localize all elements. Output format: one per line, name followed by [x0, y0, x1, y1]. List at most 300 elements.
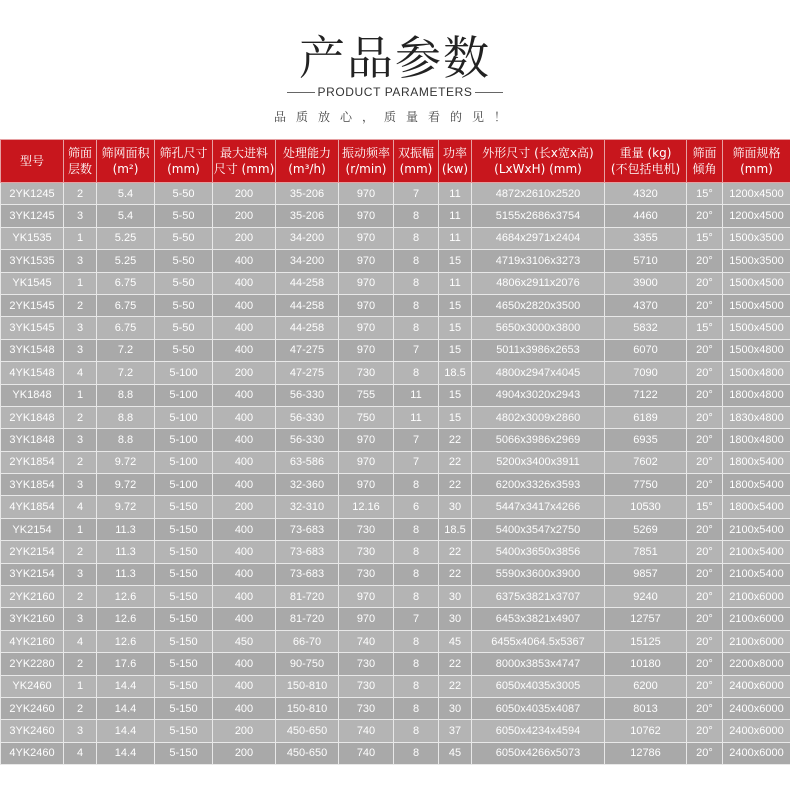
cell-mesh-size: 5-150 [155, 518, 213, 540]
cell-overall-dimensions: 4904x3020x2943 [472, 384, 605, 406]
column-header-line: (mm) [399, 162, 433, 176]
cell-screen-area: 14.4 [97, 675, 155, 697]
cell-weight: 9240 [605, 586, 687, 608]
cell-capacity: 44-258 [276, 272, 339, 294]
cell-max-feed-size: 400 [213, 653, 276, 675]
cell-deck-layers: 2 [64, 653, 97, 675]
cell-deck-layers: 2 [64, 697, 97, 719]
cell-screen-area: 8.8 [97, 406, 155, 428]
cell-double-amplitude: 8 [394, 563, 439, 585]
cell-deck-size: 1500x3500 [723, 250, 790, 272]
subtitle-rule-left [287, 92, 315, 93]
cell-vibration-frequency: 970 [339, 339, 394, 361]
cell-deck-size: 1500x4500 [723, 294, 790, 316]
cell-overall-dimensions: 8000x3853x4747 [472, 653, 605, 675]
subtitle-rule-right [475, 92, 503, 93]
column-header-line: 筛网面积 [101, 146, 150, 160]
cell-overall-dimensions: 6375x3821x3707 [472, 586, 605, 608]
cell-max-feed-size: 400 [213, 384, 276, 406]
cell-deck-angle: 20° [687, 474, 723, 496]
cell-mesh-size: 5-50 [155, 272, 213, 294]
cell-double-amplitude: 8 [394, 742, 439, 764]
cell-deck-angle: 20° [687, 272, 723, 294]
cell-model: 3YK2154 [1, 563, 64, 585]
cell-overall-dimensions: 5011x3986x2653 [472, 339, 605, 361]
parameters-table [0, 139, 790, 765]
column-header-double-amplitude [394, 140, 439, 183]
cell-deck-size: 1800x5400 [723, 474, 790, 496]
cell-mesh-size: 5-150 [155, 630, 213, 652]
cell-deck-size: 2200x8000 [723, 653, 790, 675]
table-row [1, 563, 790, 585]
cell-double-amplitude: 7 [394, 608, 439, 630]
cell-capacity: 450-650 [276, 720, 339, 742]
cell-mesh-size: 5-50 [155, 250, 213, 272]
cell-deck-size: 1800x4800 [723, 384, 790, 406]
table-row [1, 496, 790, 518]
cell-model: 4YK2460 [1, 742, 64, 764]
cell-weight: 4460 [605, 205, 687, 227]
cell-power: 45 [439, 742, 472, 764]
cell-deck-angle: 15° [687, 317, 723, 339]
column-header-line: (LxWxH) (mm) [494, 162, 582, 176]
table-row [1, 518, 790, 540]
cell-weight: 6189 [605, 406, 687, 428]
cell-max-feed-size: 200 [213, 496, 276, 518]
table-row [1, 653, 790, 675]
cell-power: 11 [439, 183, 472, 205]
cell-capacity: 34-200 [276, 250, 339, 272]
table-row [1, 294, 790, 316]
cell-power: 15 [439, 250, 472, 272]
cell-deck-angle: 20° [687, 250, 723, 272]
cell-deck-size: 2400x6000 [723, 720, 790, 742]
cell-weight: 9857 [605, 563, 687, 585]
cell-double-amplitude: 7 [394, 339, 439, 361]
cell-deck-size: 1500x3500 [723, 227, 790, 249]
cell-max-feed-size: 400 [213, 518, 276, 540]
cell-deck-size: 2400x6000 [723, 675, 790, 697]
cell-screen-area: 7.2 [97, 339, 155, 361]
cell-deck-layers: 2 [64, 183, 97, 205]
cell-double-amplitude: 8 [394, 675, 439, 697]
cell-max-feed-size: 400 [213, 541, 276, 563]
column-header-line: 型号 [19, 154, 44, 168]
cell-deck-layers: 2 [64, 406, 97, 428]
cell-model: 2YK1848 [1, 406, 64, 428]
cell-double-amplitude: 8 [394, 518, 439, 540]
cell-capacity: 44-258 [276, 294, 339, 316]
cell-max-feed-size: 450 [213, 630, 276, 652]
column-header-line: 双振幅 [397, 146, 434, 160]
cell-weight: 12757 [605, 608, 687, 630]
cell-capacity: 73-683 [276, 518, 339, 540]
cell-vibration-frequency: 970 [339, 451, 394, 473]
cell-overall-dimensions: 6050x4266x5073 [472, 742, 605, 764]
cell-double-amplitude: 8 [394, 362, 439, 384]
cell-power: 11 [439, 205, 472, 227]
table-row [1, 384, 790, 406]
cell-capacity: 44-258 [276, 317, 339, 339]
cell-mesh-size: 5-150 [155, 653, 213, 675]
cell-deck-layers: 4 [64, 362, 97, 384]
column-header-line: 筛面 [692, 146, 717, 160]
column-header-mesh-size [155, 140, 213, 183]
cell-screen-area: 14.4 [97, 742, 155, 764]
cell-overall-dimensions: 4650x2820x3500 [472, 294, 605, 316]
cell-mesh-size: 5-150 [155, 563, 213, 585]
cell-deck-angle: 20° [687, 720, 723, 742]
cell-double-amplitude: 8 [394, 272, 439, 294]
cell-overall-dimensions: 5650x3000x3800 [472, 317, 605, 339]
table-row [1, 474, 790, 496]
cell-capacity: 73-683 [276, 541, 339, 563]
cell-screen-area: 17.6 [97, 653, 155, 675]
cell-power: 22 [439, 653, 472, 675]
cell-vibration-frequency: 970 [339, 227, 394, 249]
cell-capacity: 47-275 [276, 339, 339, 361]
cell-mesh-size: 5-100 [155, 362, 213, 384]
cell-overall-dimensions: 5590x3600x3900 [472, 563, 605, 585]
cell-vibration-frequency: 970 [339, 205, 394, 227]
column-header-line: 外形尺寸 (长x宽x高) [482, 146, 594, 160]
cell-double-amplitude: 7 [394, 429, 439, 451]
cell-weight: 3900 [605, 272, 687, 294]
cell-capacity: 47-275 [276, 362, 339, 384]
cell-power: 11 [439, 272, 472, 294]
column-header-max-feed-size [213, 140, 276, 183]
cell-mesh-size: 5-150 [155, 675, 213, 697]
cell-max-feed-size: 400 [213, 294, 276, 316]
cell-deck-angle: 20° [687, 675, 723, 697]
cell-mesh-size: 5-100 [155, 406, 213, 428]
cell-mesh-size: 5-50 [155, 294, 213, 316]
cell-max-feed-size: 400 [213, 563, 276, 585]
cell-screen-area: 6.75 [97, 294, 155, 316]
cell-model: 2YK1854 [1, 451, 64, 473]
table-row [1, 541, 790, 563]
column-header-capacity [276, 140, 339, 183]
cell-overall-dimensions: 5400x3650x3856 [472, 541, 605, 563]
cell-deck-angle: 20° [687, 563, 723, 585]
cell-screen-area: 14.4 [97, 720, 155, 742]
cell-screen-area: 12.6 [97, 586, 155, 608]
table-row [1, 697, 790, 719]
table-row [1, 339, 790, 361]
cell-model: 2YK2160 [1, 586, 64, 608]
column-header-power [439, 140, 472, 183]
cell-screen-area: 5.25 [97, 227, 155, 249]
subtitle-english: PRODUCT PARAMETERS [317, 85, 473, 99]
cell-deck-layers: 2 [64, 451, 97, 473]
column-header-line: 处理能力 [282, 146, 331, 160]
cell-capacity: 150-810 [276, 697, 339, 719]
table-row [1, 205, 790, 227]
cell-vibration-frequency: 730 [339, 675, 394, 697]
column-header-line: (kw) [441, 162, 469, 176]
cell-screen-area: 9.72 [97, 451, 155, 473]
cell-capacity: 450-650 [276, 742, 339, 764]
cell-weight: 6070 [605, 339, 687, 361]
cell-deck-layers: 3 [64, 429, 97, 451]
cell-capacity: 90-750 [276, 653, 339, 675]
cell-max-feed-size: 200 [213, 183, 276, 205]
cell-capacity: 81-720 [276, 586, 339, 608]
cell-capacity: 32-310 [276, 496, 339, 518]
cell-screen-area: 12.6 [97, 608, 155, 630]
table-body [1, 183, 790, 765]
cell-screen-area: 8.8 [97, 429, 155, 451]
cell-double-amplitude: 8 [394, 720, 439, 742]
cell-capacity: 32-360 [276, 474, 339, 496]
cell-power: 18.5 [439, 362, 472, 384]
cell-model: 2YK2154 [1, 541, 64, 563]
cell-vibration-frequency: 970 [339, 250, 394, 272]
column-header-weight [605, 140, 687, 183]
column-header-line: 筛面规格 [732, 146, 781, 160]
cell-deck-layers: 3 [64, 563, 97, 585]
cell-max-feed-size: 400 [213, 697, 276, 719]
cell-deck-angle: 20° [687, 653, 723, 675]
cell-model: 3YK2160 [1, 608, 64, 630]
cell-vibration-frequency: 970 [339, 272, 394, 294]
cell-screen-area: 11.3 [97, 541, 155, 563]
cell-model: YK1848 [1, 384, 64, 406]
table-row [1, 586, 790, 608]
cell-deck-layers: 4 [64, 496, 97, 518]
cell-screen-area: 7.2 [97, 362, 155, 384]
cell-capacity: 56-330 [276, 384, 339, 406]
cell-vibration-frequency: 12.16 [339, 496, 394, 518]
cell-power: 22 [439, 563, 472, 585]
cell-double-amplitude: 8 [394, 205, 439, 227]
cell-double-amplitude: 8 [394, 586, 439, 608]
cell-screen-area: 5.4 [97, 183, 155, 205]
cell-model: 4YK1548 [1, 362, 64, 384]
cell-vibration-frequency: 750 [339, 406, 394, 428]
cell-deck-layers: 3 [64, 474, 97, 496]
cell-overall-dimensions: 6453x3821x4907 [472, 608, 605, 630]
cell-mesh-size: 5-50 [155, 183, 213, 205]
table-row [1, 272, 790, 294]
table-row [1, 362, 790, 384]
cell-weight: 5710 [605, 250, 687, 272]
cell-deck-angle: 20° [687, 742, 723, 764]
cell-max-feed-size: 400 [213, 608, 276, 630]
cell-overall-dimensions: 4872x2610x2520 [472, 183, 605, 205]
cell-weight: 5832 [605, 317, 687, 339]
column-header-overall-dimensions [472, 140, 605, 183]
cell-deck-layers: 3 [64, 205, 97, 227]
cell-screen-area: 5.25 [97, 250, 155, 272]
cell-vibration-frequency: 740 [339, 742, 394, 764]
cell-deck-layers: 4 [64, 630, 97, 652]
cell-power: 22 [439, 451, 472, 473]
cell-vibration-frequency: 755 [339, 384, 394, 406]
cell-deck-angle: 20° [687, 429, 723, 451]
cell-max-feed-size: 200 [213, 742, 276, 764]
cell-deck-layers: 3 [64, 720, 97, 742]
cell-mesh-size: 5-50 [155, 317, 213, 339]
cell-mesh-size: 5-100 [155, 384, 213, 406]
cell-capacity: 56-330 [276, 429, 339, 451]
cell-power: 22 [439, 429, 472, 451]
column-header-line: 尺寸 (mm) [213, 162, 275, 176]
cell-vibration-frequency: 970 [339, 317, 394, 339]
column-header-model [1, 140, 64, 183]
cell-weight: 4370 [605, 294, 687, 316]
cell-max-feed-size: 400 [213, 586, 276, 608]
cell-vibration-frequency: 970 [339, 586, 394, 608]
cell-overall-dimensions: 5400x3547x2750 [472, 518, 605, 540]
subtitle-line [0, 85, 790, 99]
column-header-line: 最大进料 [219, 146, 268, 160]
cell-power: 15 [439, 317, 472, 339]
table-header-row [1, 140, 790, 183]
cell-deck-layers: 4 [64, 742, 97, 764]
slogan: 品质放心，质量看的见！ [273, 110, 516, 124]
cell-deck-angle: 20° [687, 362, 723, 384]
cell-vibration-frequency: 730 [339, 563, 394, 585]
column-header-line: 倾角 [692, 162, 717, 176]
cell-mesh-size: 5-150 [155, 541, 213, 563]
cell-overall-dimensions: 6050x4234x4594 [472, 720, 605, 742]
cell-weight: 5269 [605, 518, 687, 540]
cell-power: 30 [439, 496, 472, 518]
cell-screen-area: 12.6 [97, 630, 155, 652]
cell-deck-angle: 20° [687, 586, 723, 608]
cell-deck-layers: 3 [64, 317, 97, 339]
cell-model: 4YK1854 [1, 496, 64, 518]
cell-weight: 8013 [605, 697, 687, 719]
cell-model: 2YK1545 [1, 294, 64, 316]
cell-weight: 6200 [605, 675, 687, 697]
cell-max-feed-size: 400 [213, 339, 276, 361]
cell-model: 2YK1245 [1, 183, 64, 205]
cell-double-amplitude: 8 [394, 541, 439, 563]
cell-double-amplitude: 8 [394, 653, 439, 675]
cell-weight: 10180 [605, 653, 687, 675]
cell-double-amplitude: 7 [394, 183, 439, 205]
cell-mesh-size: 5-100 [155, 474, 213, 496]
cell-capacity: 73-683 [276, 563, 339, 585]
cell-max-feed-size: 400 [213, 474, 276, 496]
cell-power: 15 [439, 384, 472, 406]
cell-screen-area: 5.4 [97, 205, 155, 227]
cell-power: 45 [439, 630, 472, 652]
cell-deck-layers: 3 [64, 608, 97, 630]
cell-weight: 7851 [605, 541, 687, 563]
column-header-line: 重量 (kg) [619, 146, 672, 160]
cell-vibration-frequency: 730 [339, 697, 394, 719]
cell-deck-angle: 20° [687, 339, 723, 361]
column-header-line: (mm) [167, 162, 200, 176]
cell-screen-area: 6.75 [97, 317, 155, 339]
table-row [1, 317, 790, 339]
cell-max-feed-size: 400 [213, 406, 276, 428]
cell-weight: 7750 [605, 474, 687, 496]
cell-mesh-size: 5-50 [155, 339, 213, 361]
cell-deck-size: 1500x4800 [723, 362, 790, 384]
cell-deck-angle: 15° [687, 227, 723, 249]
cell-overall-dimensions: 6200x3326x3593 [472, 474, 605, 496]
cell-deck-layers: 1 [64, 384, 97, 406]
table-row [1, 183, 790, 205]
cell-weight: 7122 [605, 384, 687, 406]
cell-screen-area: 9.72 [97, 474, 155, 496]
cell-model: 3YK1848 [1, 429, 64, 451]
cell-model: 3YK1548 [1, 339, 64, 361]
cell-deck-size: 2400x6000 [723, 742, 790, 764]
cell-deck-angle: 20° [687, 406, 723, 428]
cell-double-amplitude: 11 [394, 384, 439, 406]
cell-deck-size: 1800x5400 [723, 496, 790, 518]
cell-vibration-frequency: 740 [339, 630, 394, 652]
cell-deck-angle: 20° [687, 541, 723, 563]
cell-deck-size: 1830x4800 [723, 406, 790, 428]
cell-deck-layers: 1 [64, 675, 97, 697]
cell-model: 3YK1854 [1, 474, 64, 496]
cell-overall-dimensions: 4684x2971x2404 [472, 227, 605, 249]
table-row [1, 250, 790, 272]
cell-overall-dimensions: 6050x4035x3005 [472, 675, 605, 697]
cell-capacity: 56-330 [276, 406, 339, 428]
cell-model: 2YK2460 [1, 697, 64, 719]
cell-overall-dimensions: 4719x3106x3273 [472, 250, 605, 272]
column-header-vibration-frequency [339, 140, 394, 183]
column-header-line: 筛面 [67, 146, 92, 160]
cell-overall-dimensions: 5066x3986x2969 [472, 429, 605, 451]
cell-model: 3YK1545 [1, 317, 64, 339]
column-header-deck-angle [687, 140, 723, 183]
cell-capacity: 63-586 [276, 451, 339, 473]
cell-double-amplitude: 8 [394, 250, 439, 272]
cell-deck-angle: 20° [687, 205, 723, 227]
cell-deck-size: 1500x4500 [723, 272, 790, 294]
cell-vibration-frequency: 730 [339, 653, 394, 675]
cell-overall-dimensions: 5155x2686x3754 [472, 205, 605, 227]
column-header-line: 筛孔尺寸 [159, 146, 208, 160]
cell-deck-layers: 1 [64, 518, 97, 540]
cell-mesh-size: 5-100 [155, 451, 213, 473]
column-header-line: 功率 [442, 146, 467, 160]
cell-weight: 12786 [605, 742, 687, 764]
cell-double-amplitude: 8 [394, 474, 439, 496]
cell-capacity: 150-810 [276, 675, 339, 697]
cell-deck-size: 2100x5400 [723, 541, 790, 563]
cell-overall-dimensions: 5200x3400x3911 [472, 451, 605, 473]
cell-capacity: 35-206 [276, 205, 339, 227]
column-header-line: (m³/h) [288, 162, 326, 176]
cell-mesh-size: 5-150 [155, 742, 213, 764]
column-header-line: (不包括电机) [610, 162, 681, 176]
cell-deck-angle: 20° [687, 608, 723, 630]
cell-deck-layers: 2 [64, 541, 97, 563]
cell-screen-area: 6.75 [97, 272, 155, 294]
table-row [1, 630, 790, 652]
cell-weight: 7602 [605, 451, 687, 473]
cell-model: 3YK1535 [1, 250, 64, 272]
cell-power: 22 [439, 541, 472, 563]
column-header-line: (r/min) [345, 162, 387, 176]
cell-power: 11 [439, 227, 472, 249]
cell-model: YK1545 [1, 272, 64, 294]
cell-double-amplitude: 8 [394, 294, 439, 316]
cell-vibration-frequency: 970 [339, 474, 394, 496]
table-row [1, 608, 790, 630]
column-header-deck-layers [64, 140, 97, 183]
cell-vibration-frequency: 730 [339, 541, 394, 563]
